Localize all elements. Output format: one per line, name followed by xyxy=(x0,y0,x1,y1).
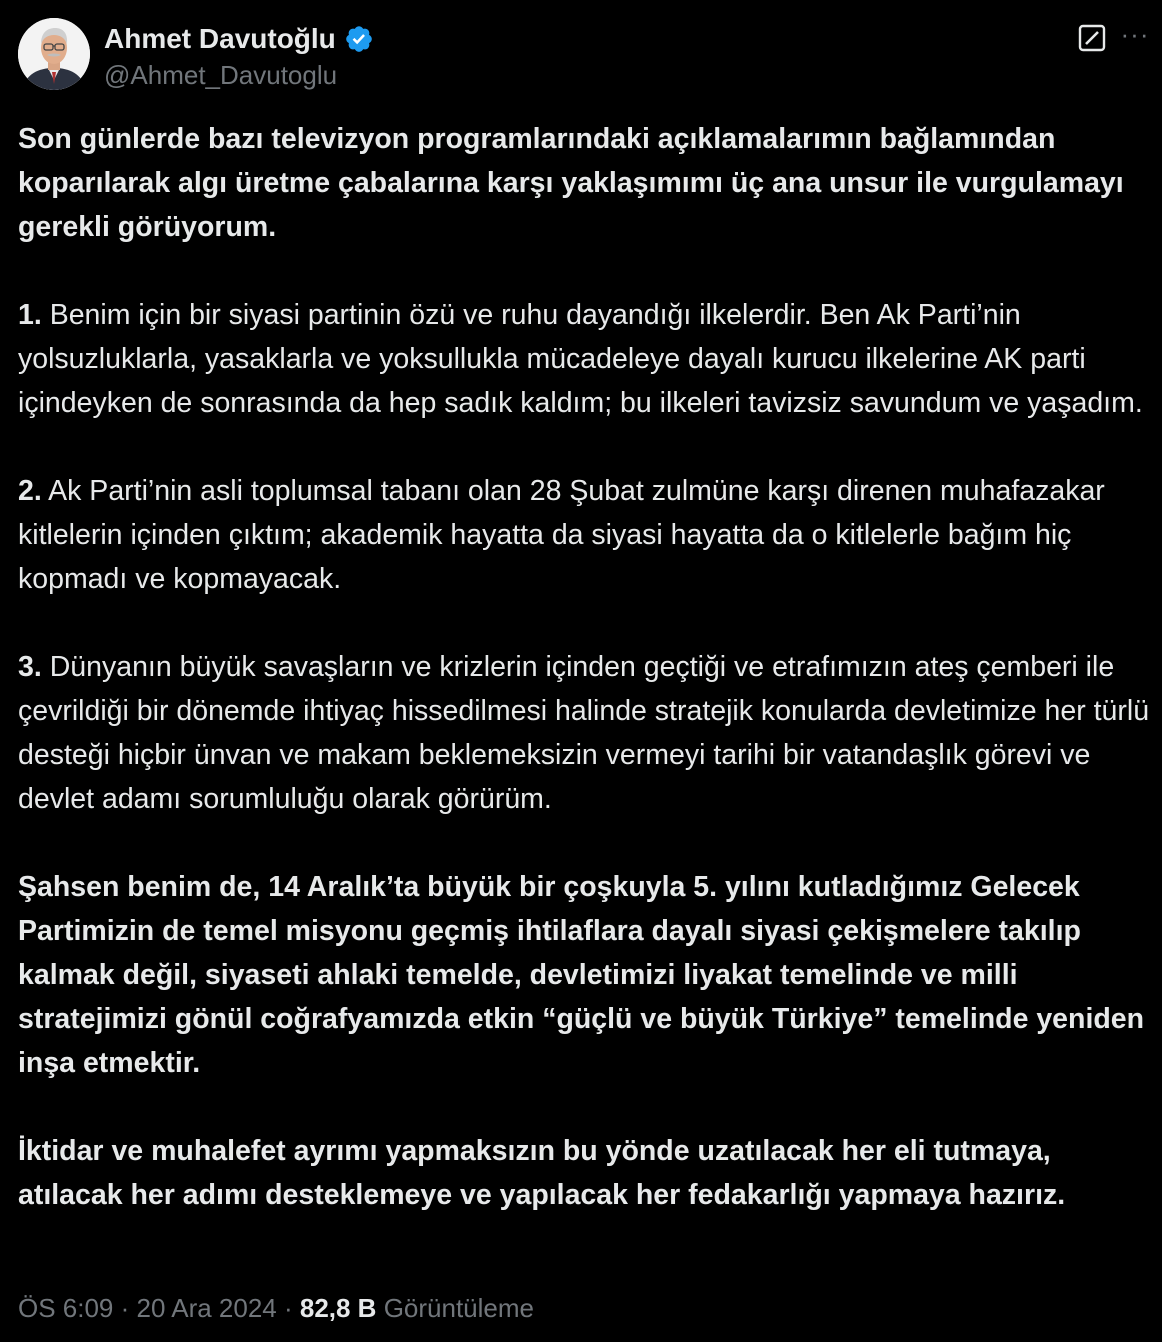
point-3-number: 3. xyxy=(18,651,42,683)
point-3-paragraph xyxy=(18,645,1158,821)
point-3-text: Dünyanın büyük savaşların ve krizlerin içinden geçtiği ve etrafımızın ateş çemberi ile çevrildiği bir dönemde ihtiyaç hissedilmesi halinde stratejik konularda devletimize her türlü desteği hiçbir ünvan ve makam beklemeksizin vermeyi tarihi bir vatandaşlık görevi ve devlet adamı sorumluluğu olarak görürüm. xyxy=(18,651,1150,815)
tweet-time[interactable]: ÖS 6:09 xyxy=(18,1293,114,1323)
author-display-name-row[interactable] xyxy=(104,22,374,56)
verified-badge-icon xyxy=(344,24,374,54)
intro-paragraph: Son günlerde bazı televizyon programlarındaki açıklamalarımın bağlamından koparılarak algı üretme çabalarına karşı yaklaşımımı üç ana unsur ile vurgulamayı gerekli görüyorum. xyxy=(18,123,1124,243)
views-count: 82,8 B xyxy=(299,1293,377,1323)
avatar[interactable] xyxy=(18,18,90,90)
meta-separator: · xyxy=(113,1293,137,1323)
mission-paragraph: Şahsen benim de, 14 Aralık’ta büyük bir çoşkuyla 5. yılını kutladığımız Gelecek Partimizin de temel misyonu geçmiş ihtilaflara dayalı siyasi çekişmelere takılıp kalmak değil, siyaseti ahlaki temelde, devletimizi liyakat temelinde ve milli stratejimizi gönül coğrafyamızda etkin “güçlü ve büyük Türkiye” temelinde yeniden inşa etmektir. xyxy=(18,871,1145,1079)
closing-paragraph: İktidar ve muhalefet ayrımı yapmaksızın bu yönde uzatılacak her eli tutmaya, atılacak her adımı desteklemeye ve yapılacak her fedakarlığı yapmaya hazırız. xyxy=(18,1135,1066,1211)
point-2-text: Ak Parti’nin asli toplumsal tabanı olan 28 Şubat zulmüne karşı direnen muhafazakar kitlelerin içinden çıktım; akademik hayatta da siyasi hayatta da o kitlelerle bağım hiç kopmadı ve kopmayacak. xyxy=(18,475,1105,595)
point-2-number: 2. xyxy=(18,475,42,507)
author-names xyxy=(104,22,374,92)
tweet-header xyxy=(18,18,1162,94)
tweet-meta xyxy=(18,1288,534,1328)
point-1-number: 1. xyxy=(18,299,42,331)
tweet-date[interactable]: 20 Ara 2024 xyxy=(136,1293,277,1323)
tweet-text xyxy=(18,117,1158,1217)
more-options-icon[interactable]: ··· xyxy=(1120,19,1150,49)
views-label: Görüntüleme xyxy=(376,1293,534,1323)
point-1-text: Benim için bir siyasi partinin özü ve ruhu dayandığı ilkelerdir. Ben Ak Parti’nin yolsuzluklarla, yasaklarla ve yoksullukla mücadeleye dayalı kurucu ilkelerine AK parti içindeyken de sonrasında da hep sadık kaldım; bu ilkeleri tavizsiz savundum ve yaşadım. xyxy=(18,299,1143,419)
author-display-name[interactable]: Ahmet Davutoğlu xyxy=(104,23,336,54)
point-1-paragraph xyxy=(18,293,1158,425)
point-2-paragraph xyxy=(18,469,1158,601)
meta-separator: · xyxy=(276,1293,300,1323)
author-handle[interactable]: @Ahmet_Davutoglu xyxy=(104,60,338,90)
grok-icon[interactable] xyxy=(1078,24,1106,52)
